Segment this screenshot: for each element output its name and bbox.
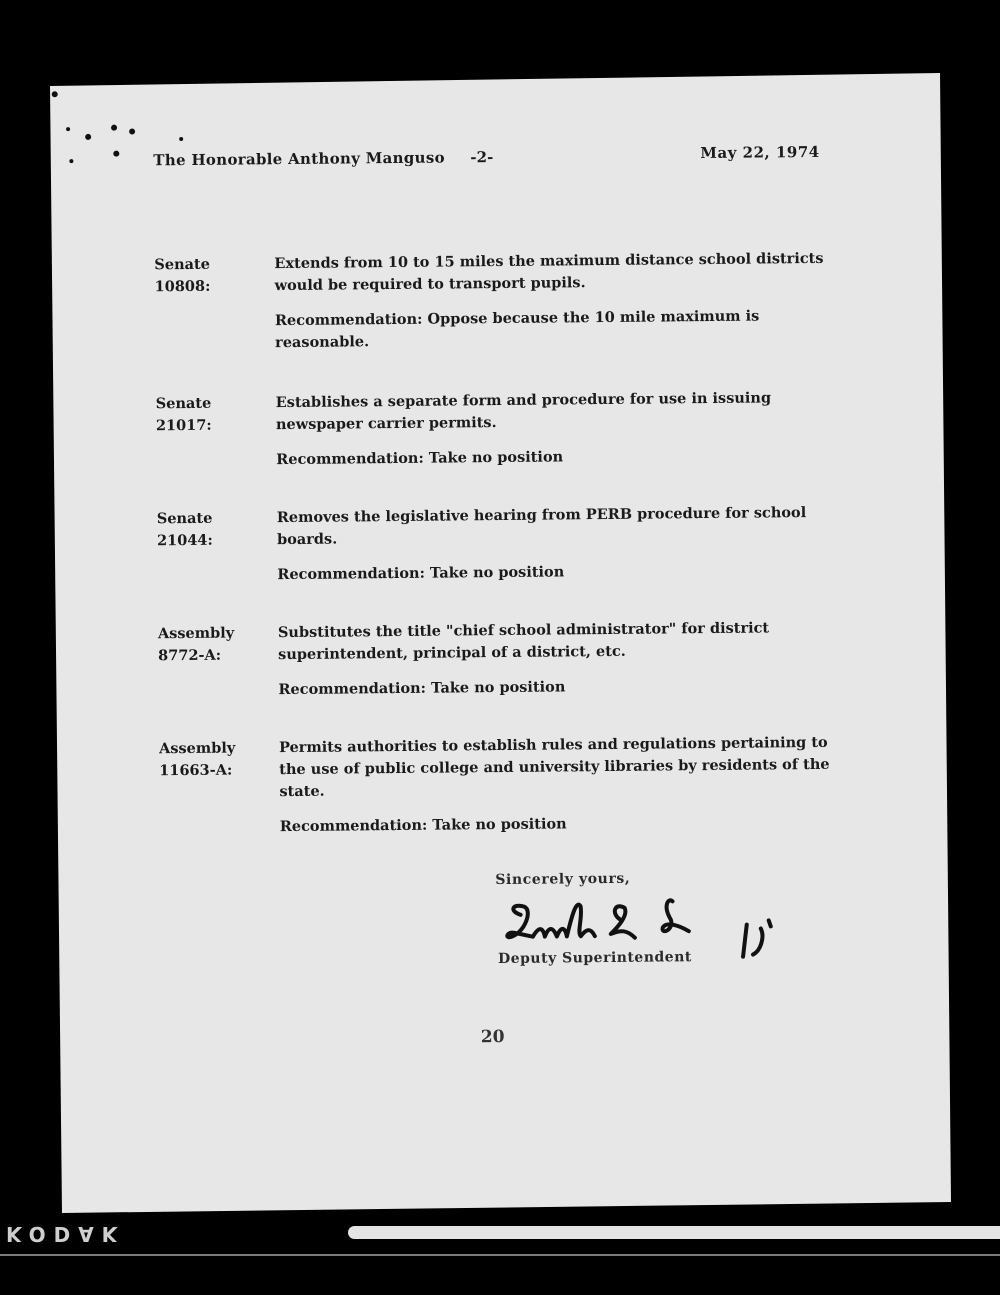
bill-body	[277, 502, 838, 586]
bill-recommendation: Recommendation: Take no position	[279, 815, 567, 836]
scan-dot	[129, 128, 135, 134]
bill-body	[276, 387, 837, 471]
bill-recommendation: Recommendation: Take no position	[278, 678, 566, 699]
bill-description: Substitutes the title "chief school administrator" for district superintendent, principal of a district, etc.	[277, 619, 770, 664]
scan-dot	[66, 127, 70, 131]
bill-number: 8772-A:	[158, 646, 222, 665]
bill-number: 11663-A:	[159, 761, 233, 780]
bill-chamber: Assembly	[158, 739, 236, 758]
closing-salutation: Sincerely yours,	[495, 870, 631, 889]
bill-label	[156, 392, 266, 437]
bill-chamber: Senate	[156, 509, 213, 528]
bill-description: Establishes a separate form and procedure for use in issuing newspaper carrier permits.	[275, 389, 772, 434]
bill-number: 21017:	[155, 416, 212, 435]
page-mark: 20	[480, 1026, 505, 1048]
bill-label	[158, 622, 268, 667]
signer-title: Deputy Superintendent	[497, 949, 692, 968]
bill-label	[154, 253, 264, 298]
bill-label	[157, 507, 267, 552]
bill-recommendation: Recommendation: Take no position	[276, 448, 564, 469]
film-edge-strip	[348, 1226, 1000, 1239]
bill-entry	[157, 617, 838, 699]
bill-chamber: Senate	[155, 394, 212, 413]
bill-entry	[155, 387, 836, 469]
bill-entry	[154, 248, 834, 352]
scan-dot	[85, 134, 91, 140]
bill-description: Extends from 10 to 15 miles the maximum distance school districts would be required to transport pupils.	[274, 249, 824, 295]
bill-number: 10808:	[154, 277, 211, 296]
bill-entry	[158, 732, 839, 836]
scan-dot	[113, 151, 119, 157]
film-edge-code: KODAK	[6, 1222, 126, 1246]
page-number: -2-	[470, 148, 494, 167]
scan-dot	[179, 137, 183, 141]
bill-number: 21044:	[156, 531, 213, 550]
scan-dot	[111, 125, 117, 131]
bill-description: Permits authorities to establish rules and regulations pertaining to the use of public college and university libraries by residents of the state.	[278, 733, 830, 801]
bill-chamber: Assembly	[157, 624, 235, 643]
bill-body	[279, 732, 840, 838]
bill-recommendation: Recommendation: Oppose because the 10 mile maximum is reasonable.	[274, 307, 760, 352]
bill-body	[278, 617, 839, 701]
film-edge-line	[0, 1254, 1000, 1256]
bill-label	[159, 737, 269, 782]
scan-dot	[69, 159, 73, 163]
bill-chamber: Senate	[154, 255, 211, 274]
scan-dot	[52, 91, 58, 97]
bill-description: Removes the legislative hearing from PERB procedure for school boards.	[276, 504, 807, 549]
bill-entry	[156, 502, 837, 584]
letter-date: May 22, 1974	[700, 142, 820, 163]
recipient-line: The Honorable Anthony Manguso	[153, 148, 445, 170]
bill-body	[274, 248, 835, 354]
bill-recommendation: Recommendation: Take no position	[277, 563, 565, 584]
